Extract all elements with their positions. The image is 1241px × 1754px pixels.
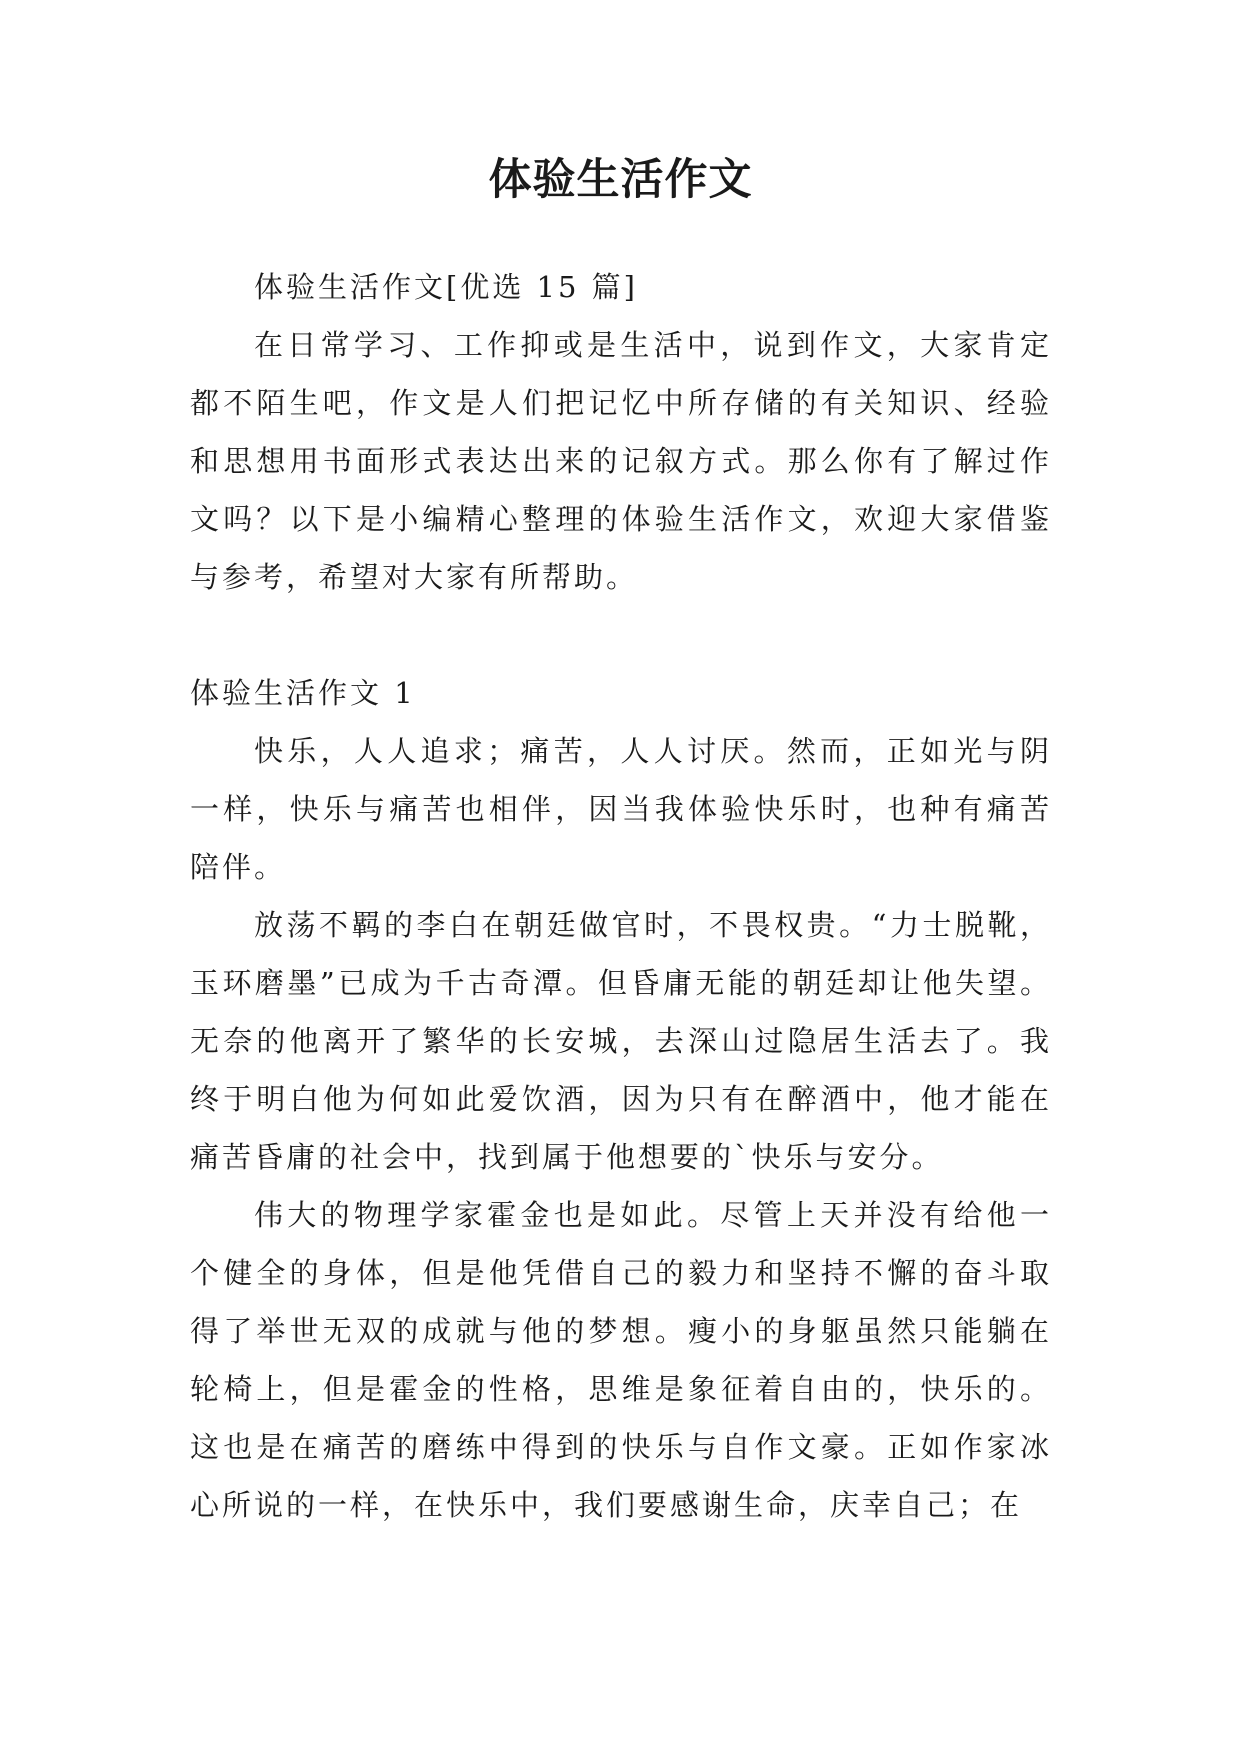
document-title: 体验生活作文 bbox=[488, 155, 753, 205]
document-body bbox=[190, 258, 1052, 1534]
section-heading: 体验生活作文 1 bbox=[190, 676, 416, 710]
body-paragraph: 快乐，人人追求；痛苦，人人讨厌。然而，正如光与阴一样，快乐与痛苦也相伴，因当我体验快乐时，也种有痛苦陪伴。 bbox=[190, 734, 1052, 884]
document-subtitle: 体验生活作文[优选 15 篇] bbox=[254, 270, 638, 304]
body-paragraph: 放荡不羁的李白在朝廷做官时，不畏权贵。“力士脱靴，玉环磨墨”已成为千古奇潭。但昏庸无能的朝廷却让他失望。无奈的他离开了繁华的长安城，去深山过隐居生活去了。我终于明白他为何如此爱饮酒，因为只有在醉酒中，他才能在痛苦昏庸的社会中，找到属于他想要的`快乐与安分。 bbox=[190, 908, 1052, 1174]
section-spacer bbox=[190, 606, 1052, 664]
body-paragraph: 伟大的物理学家霍金也是如此。尽管上天并没有给他一个健全的身体，但是他凭借自己的毅力和坚持不懈的奋斗取得了举世无双的成就与他的梦想。瘦小的身躯虽然只能躺在轮椅上，但是霍金的性格，思维是象征着自由的，快乐的。这也是在痛苦的磨练中得到的快乐与自作文豪。正如作家冰心所说的一样，在快乐中，我们要感谢生命，庆幸自己；在 bbox=[190, 1198, 1052, 1522]
intro-paragraph: 在日常学习、工作抑或是生活中，说到作文，大家肯定都不陌生吧，作文是人们把记忆中所存储的有关知识、经验和思想用书面形式表达出来的记叙方式。那么你有了解过作文吗？以下是小编精心整理的体验生活作文，欢迎大家借鉴与参考，希望对大家有所帮助。 bbox=[190, 328, 1052, 594]
